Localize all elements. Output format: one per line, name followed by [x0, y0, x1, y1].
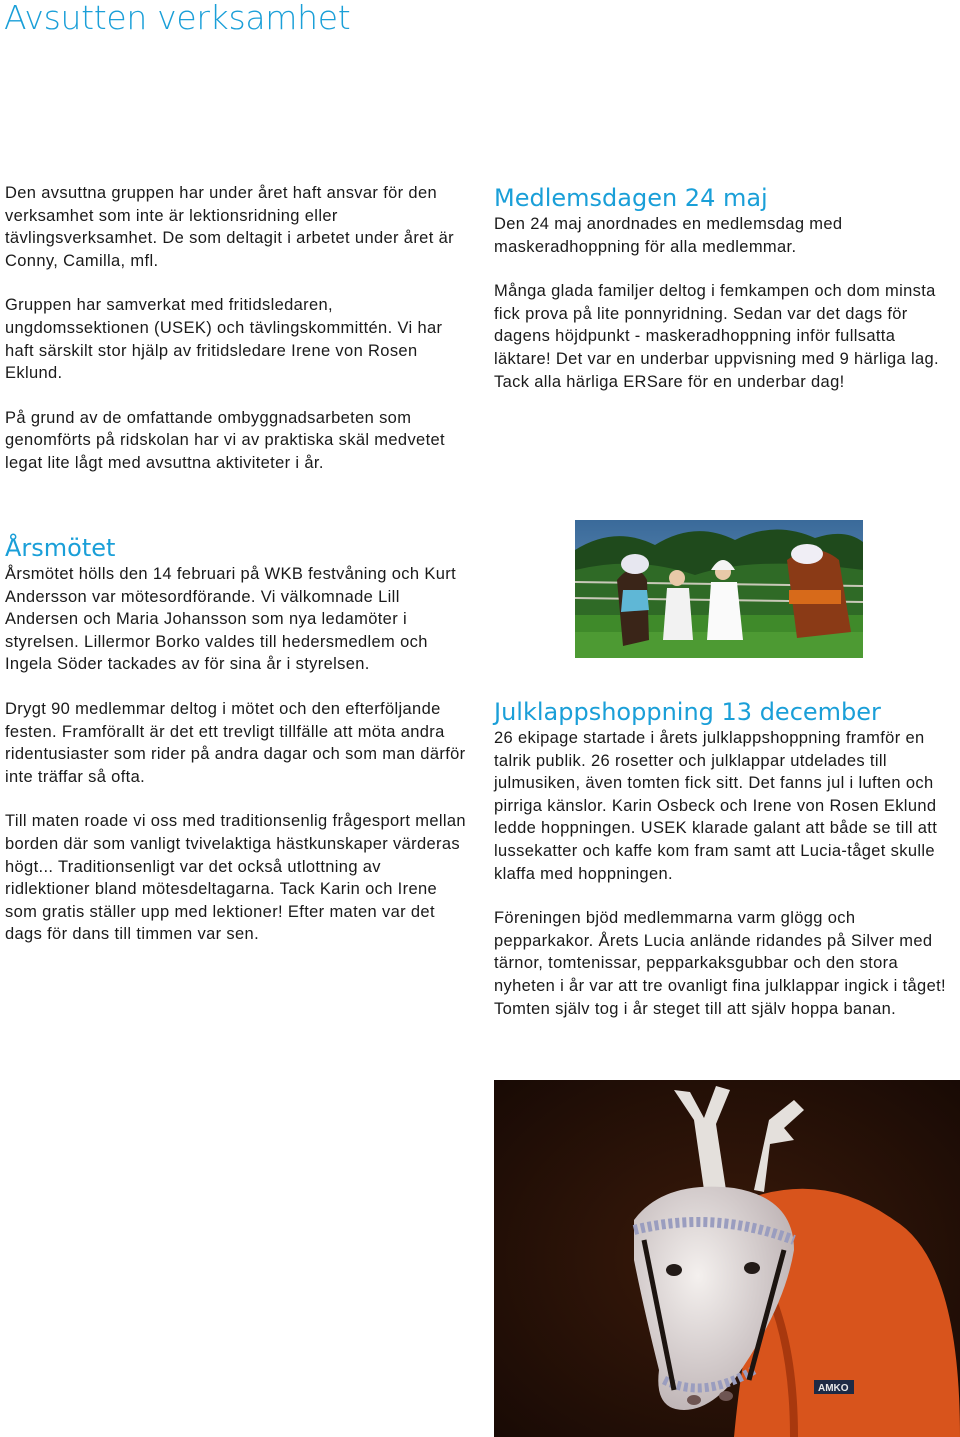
julklapp-heading: Julklappshoppning 13 december	[494, 698, 881, 726]
intro-paragraph: Gruppen har samverkat med fritidsledaren, ungdomssektionen (USEK) och tävlingskommittén. Vi har haft särskilt stor hjälp av fritidsledare Irene von Rosen Eklund.	[5, 296, 443, 383]
arsmotet-paragraph: Årsmötet hölls den 14 februari på WKB festvåning och Kurt Andersson var mötesordförande. Vi välkomnade Lill Andersen och Maria Johansson som nya ledamöter i styrelsen. Lillermor Borko valdes till hedersmedlem och Ingela Söder tackades av för sina år i styrelsen.	[5, 565, 457, 674]
medlemsdagen-heading: Medlemsdagen 24 maj	[494, 184, 768, 212]
julklapp-section	[494, 697, 956, 1020]
blanket-label: AMKO	[818, 1383, 849, 1394]
arsmotet-paragraph: Drygt 90 medlemmar deltog i mötet och den efterföljande festen. Framförallt är det ett trevligt tillfälle att möta andra ridentusiaster som rider på andra dagar och som man därför inte träffar så ofta.	[5, 699, 466, 786]
medlemsdagen-section	[494, 183, 956, 393]
costume-party-photo	[575, 520, 863, 658]
intro-paragraph: Den avsuttna gruppen har under året haft ansvar för den verksamhet som inte är lektionsridning eller tävlingsverksamhet. De som deltagit i arbetet under året är Conny, Camilla, mfl.	[5, 184, 454, 270]
intro-section	[5, 182, 470, 475]
medlemsdagen-paragraph: Den 24 maj anordnades en medlemsdag med maskeradhoppning för alla medlemmar.	[494, 215, 843, 256]
arsmotet-heading: Årsmötet	[5, 534, 116, 562]
arsmotet-section	[5, 533, 470, 946]
medlemsdagen-paragraph: Många glada familjer deltog i femkampen och dom minsta fick prova på lite ponnyridning. Sedan var det dags för dagens höjdpunkt - maskeradhoppning inför fullsatta läktare! Det var en underbar uppvisning med 9 härliga lag. Tack alla härliga ERSare för en underbar dag!	[494, 282, 939, 391]
page-title: Avsutten verksamhet	[4, 0, 351, 37]
reindeer-horse-photo	[494, 1080, 960, 1437]
intro-paragraph: På grund av de omfattande ombyggnadsarbeten som genomförts på ridskolan har vi av praktiska skäl medvetet legat lite lågt med avsuttna aktiviteter i år.	[5, 408, 445, 472]
julklapp-paragraph: Föreningen bjöd medlemmarna varm glögg och pepparkakor. Årets Lucia anlände ridandes på Silver med tärnor, tomtenissar, pepparkaksgubbar och den stora nyheten i år var att tre ovanligt fina julklappar ingick i tåget! Tomten själv tog i år steget till att själv hoppa banan.	[494, 909, 946, 1018]
arsmotet-paragraph: Till maten roade vi oss med traditionsenlig frågesport mellan borden där som vanligt tvivelaktiga hästkunskaper värderas högt... Traditionsenligt var det också utlottning av ridlektioner bland mötesdeltagarna. Tack Karin och Irene som gratis ställer upp med lektioner! Efter maten var det dags för dans till timmen var sen.	[5, 812, 466, 944]
julklapp-paragraph: 26 ekipage startade i årets julklappshoppning framför en talrik publik. 26 rosetter och julklappar utdelades till julmusiken, även tomten fick sitt. Det fanns jul i luften och pirriga känslor. Karin Osbeck och Irene von Rosen Eklund ledde hoppningen. USEK klarade galant att både se till att lussekatter och kaffe kom fram samt att Lucia-tåget skulle klaffa med hoppningen.	[494, 729, 938, 883]
